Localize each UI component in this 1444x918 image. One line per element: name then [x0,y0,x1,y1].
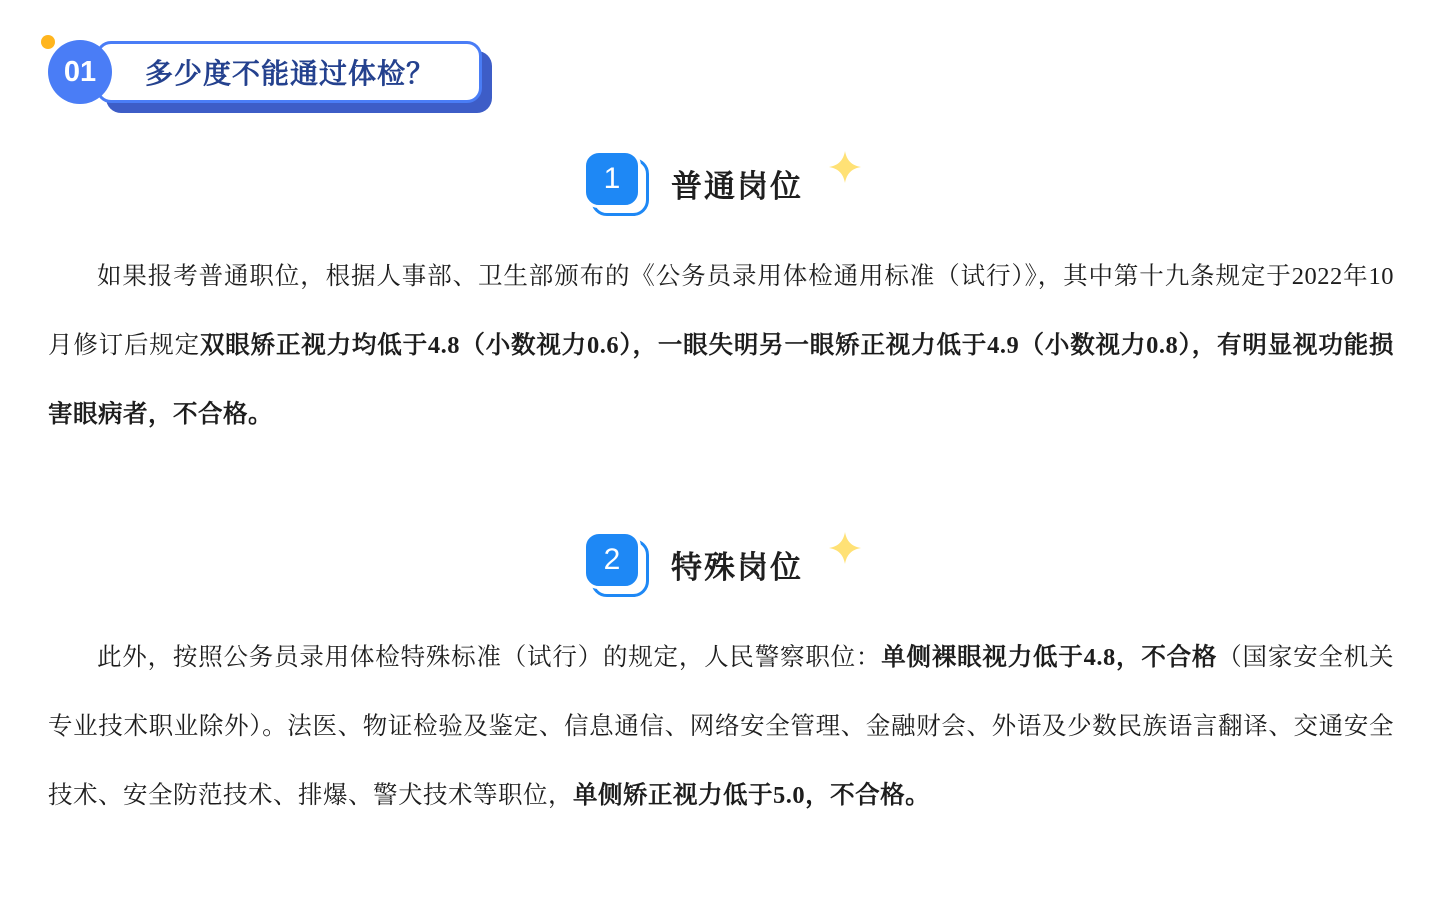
header-title-box [96,41,482,103]
emphasis-text-run: 单侧矫正视力低于5.0，不合格。 [573,782,931,809]
text-run: 如果报考普通职位，根据人事部、卫生部颁布的《公务员录用体检通用标准（试行）》，其中第十九条规定于2022年10月修订后规定 [48,263,1394,359]
subsection-2-number-badge [583,531,649,597]
text-run: 此外，按照公务员录用体检特殊标准（试行）的规定，人民警察职位： [97,644,882,671]
subsection-1-number: 1 [583,150,641,208]
subsection-1-number-badge [583,150,649,216]
sparkle-icon [829,151,861,183]
header-number-badge [48,40,112,104]
subsection-1-title: 普通岗位 [671,168,803,204]
text-run: （国家安全机关专业技术职业除外）。法医、物证检验及鉴定、信息通信、网络安全管理、金融财会、外语及少数民族语言翻译、交通安全技术、安全防范技术、排爆、警犬技术等职位， [48,644,1395,809]
subsection-2-number: 2 [583,531,641,589]
paragraph-ordinary-positions [48,242,1394,449]
subsection-heading-2 [0,531,1444,597]
subsection-heading-1 [0,150,1444,216]
section-header [48,38,1444,106]
emphasis-text-run: 双眼矫正视力均低于4.8（小数视力0.6），一眼失明另一眼矫正视力低于4.9（小数视力0.8），有明显视功能损害眼病者，不合格。 [48,332,1395,428]
sparkle-icon [829,532,861,564]
yellow-dot-icon [41,35,55,49]
page-title: 多少度不能通过体检？ [96,41,482,103]
header-number: 01 [63,55,97,88]
emphasis-text-run: 单侧裸眼视力低于4.8，不合格 [881,644,1218,671]
paragraph-special-positions [48,623,1394,830]
subsection-2-title: 特殊岗位 [671,549,803,585]
